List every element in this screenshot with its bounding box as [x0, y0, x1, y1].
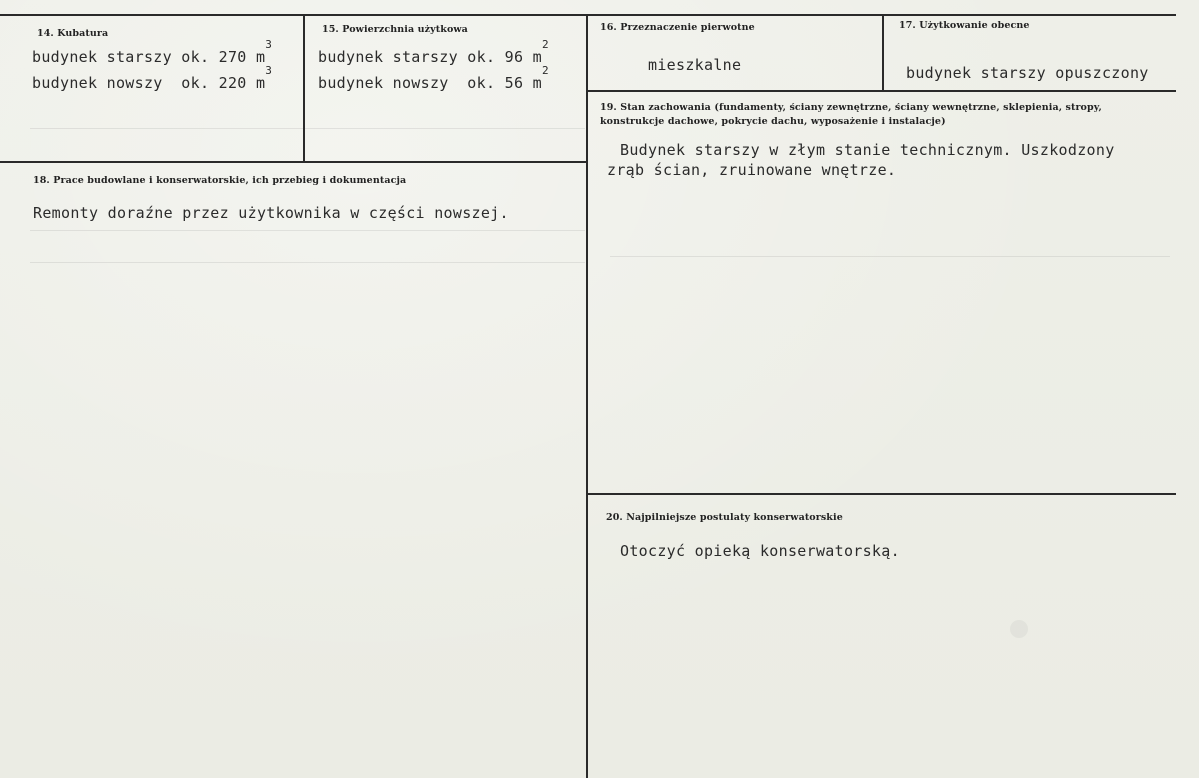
field-14-label: 14. Kubatura [37, 28, 109, 39]
paper-smudge [1010, 620, 1028, 638]
rule-under-16-17 [586, 90, 1176, 92]
field-15-line2-unit-exp: 2 [541, 64, 549, 77]
field-15-line1-text: budynek starszy ok. 96 m [318, 48, 542, 66]
field-15-line2 [318, 64, 549, 92]
show-through-line [610, 256, 1170, 257]
field-15-line1-unit-exp: 2 [541, 38, 549, 51]
divider-14-15 [303, 14, 305, 162]
field-18-label: 18. Prace budowlane i konserwatorskie, ich przebieg i dokumentacja [33, 175, 407, 186]
field-14-line1-text: budynek starszy ok. 270 m [32, 48, 266, 66]
divider-center [586, 14, 588, 778]
field-14-line2 [32, 64, 273, 92]
field-19-label: 19. Stan zachowania (fundamenty, ściany zewnętrzne, ściany wewnętrzne, sklepienia, stropy, konstrukcje dachowe, pokrycie dachu, wyposażenie i instalacje) [600, 102, 1102, 127]
field-14-line2-unit-exp: 3 [265, 64, 273, 77]
field-16-label: 16. Przeznaczenie pierwotne [600, 22, 755, 33]
field-18-value: Remonty doraźne przez użytkownika w części nowszej. [33, 204, 509, 222]
show-through-line [30, 128, 585, 129]
field-14-line1 [32, 38, 273, 66]
field-15-line2-text: budynek nowszy ok. 56 m [318, 74, 542, 92]
rule-under-14-15 [0, 161, 588, 163]
field-20-value: Otoczyć opieką konserwatorską. [620, 542, 900, 560]
field-14-line1-unit-exp: 3 [265, 38, 273, 51]
field-15-label: 15. Powierzchnia użytkowa [322, 24, 468, 35]
rule-above-20 [586, 493, 1176, 495]
field-15-line1 [318, 38, 549, 66]
field-17-label: 17. Użytkowanie obecne [899, 20, 1030, 31]
divider-16-17 [882, 14, 884, 90]
field-14-line2-text: budynek nowszy ok. 220 m [32, 74, 266, 92]
field-17-value: budynek starszy opuszczony [906, 64, 1149, 82]
field-19-line2: zrąb ścian, zruinowane wnętrze. [607, 161, 897, 179]
field-20-label: 20. Najpilniejsze postulaty konserwatorskie [606, 512, 843, 523]
top-rule [0, 14, 1176, 16]
field-16-value: mieszkalne [648, 56, 742, 74]
field-19-line1: Budynek starszy w złym stanie technicznym. Uszkodzony [620, 141, 1115, 159]
show-through-line [30, 262, 585, 263]
show-through-line [30, 230, 585, 231]
